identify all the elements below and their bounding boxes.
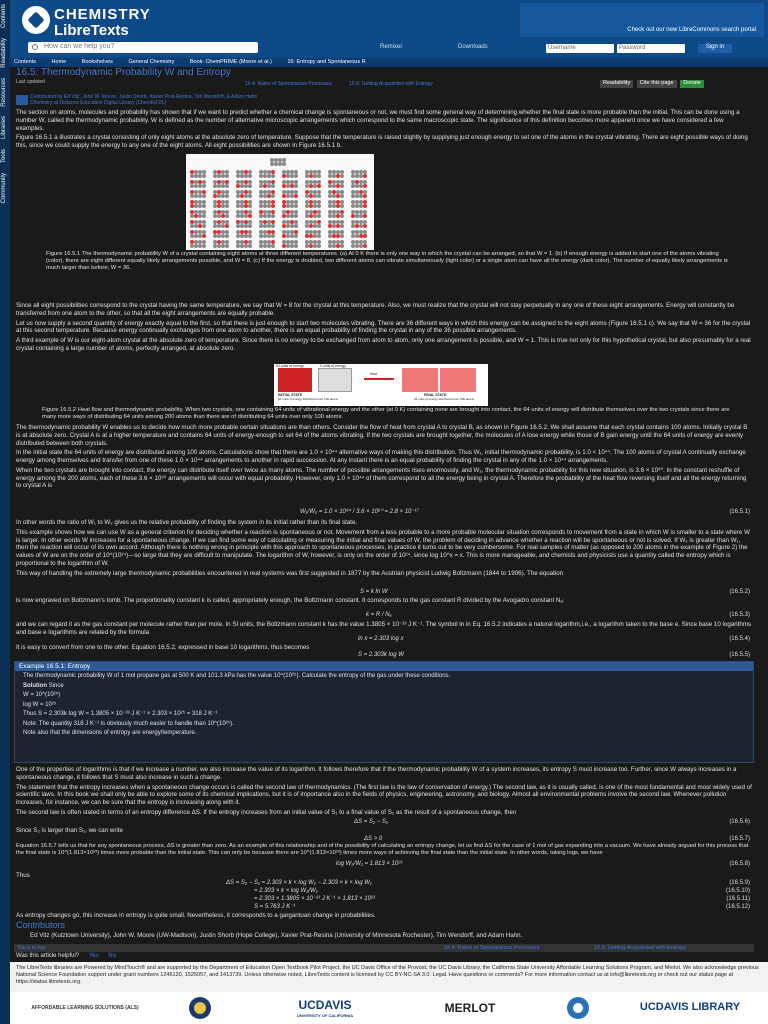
breadcrumb-chemprime[interactable]: Book: ChemPRIME (Moore et al.) <box>189 59 272 65</box>
atom-dot <box>317 194 321 198</box>
atom-dot <box>294 194 298 198</box>
equation-number-6: (16.5.6) <box>729 819 750 825</box>
atom-dot <box>202 224 206 228</box>
atom-dot <box>225 184 229 188</box>
equation-16-5-6: ΔS = S₂ − S₁ <box>354 819 388 825</box>
paragraph-16: The statement that the entropy increases when a spontaneous change occurs is called the second law of thermodynamics. (The first law is the law of conservation of energy.) The second law, as it is usually called, is one of the most fundamental and most widely used of scientific laws. In this book we shall only be able to explore some of its chemical implications, but it is of importance also in the fields of physics, engineering, astronomy, and biology. Almost all environmental problems involve the second law. Whenever pollution increases, for instance, we can be sure that the entropy is increasing along with it. <box>16 783 752 806</box>
crystal-b-cold <box>318 368 352 392</box>
sidebar-community[interactable]: Community <box>1 173 7 204</box>
contributors-list[interactable]: Ed Vitz (Kutztown University), John W. Moore (UW-Madison), Justin Shorb (Hope College), Xavier Prat-Resina (University of Minnesota Rochester), Tim Wendorff, and Adam Hahn. <box>30 932 523 939</box>
readability-button[interactable]: Readability <box>600 80 633 88</box>
equation-number-2: (16.5.2) <box>729 589 750 595</box>
site-header <box>10 0 768 58</box>
paragraph-20: Thus <box>16 872 30 879</box>
atom-dot <box>271 214 275 218</box>
crystal-a-label: 64 units of energy <box>276 364 304 368</box>
password-field[interactable]: Password <box>617 44 685 53</box>
paragraph-17: The second law is often stated in terms of an entropy difference ΔS. If the entropy increases from an initial value of S₁ to a final value of S₂ as the result of a spontaneous change, then <box>16 808 517 816</box>
atom-dot <box>363 174 367 178</box>
atom-dot <box>340 224 344 228</box>
equation-16-5-7: ΔS > 0 <box>364 836 383 842</box>
heat-paragraphs <box>16 424 752 492</box>
page-tools <box>598 80 704 89</box>
cite-page-button[interactable]: Cite this page <box>637 80 677 88</box>
equation-number-12: (16.5.12) <box>725 904 750 910</box>
paragraph-8: When the two crystals are brought into contact, the energy can distribute itself over twice as many atoms. The number of possible arrangements rises enormously, and W₂, the thermodynamic probability for this new situation, is 3.6 × 10⁶⁰. In the constant reshuffle of energy among the 200 atoms, each of these 3.6 × 10⁶⁰ arrangements will occur with equal probability. However, only 1.0 × 10⁴⁴ of them correspond to all the energy being in crystal A. Therefore the probability of the heat flow reversing itself and all the energy returning to crystal A is <box>16 466 747 490</box>
atom-dot <box>248 214 252 218</box>
side-toolbar <box>0 0 10 1024</box>
atom-dot <box>363 184 367 188</box>
atom-dot <box>225 244 229 248</box>
atom-dot <box>248 244 252 248</box>
sidebar-resources[interactable]: Resources <box>1 77 7 107</box>
atom-dot <box>317 244 321 248</box>
brand-libretexts[interactable]: LibreTexts <box>54 22 129 39</box>
author-names[interactable]: Contributed by Ed Vitz, John W. Moore, Justin Shorb, Xavier Prat-Resina, Tim Wendorff, & Adam Hahn <box>30 94 258 100</box>
paragraph-12: is now engraved on Boltzmann's tomb. The proportionality constant k is called, appropriately enough, the Boltzmann constant. It corresponds to the gas constant R divided by the Avogadro constant Nₐ: <box>16 597 565 604</box>
atom-dot <box>225 194 229 198</box>
equation-number-9: (16.5.9) <box>729 880 750 886</box>
atom-dot <box>271 204 275 208</box>
heat-label: heat <box>370 372 377 376</box>
downloads-button[interactable]: Downloads <box>458 44 488 50</box>
atom-dot <box>317 234 321 238</box>
helpful-prompt <box>16 953 116 961</box>
second-law-paragraphs <box>16 766 752 819</box>
atom-dot <box>202 244 206 248</box>
atom-dot <box>248 194 252 198</box>
atom-dot <box>225 234 229 238</box>
solution-label: Solution <box>23 682 47 689</box>
paragraph-2: Figure 16.5.1 a illustrates a crystal consisting of only eight atoms at the absolute zero of temperature. Suppose that the temperature is raised slightly by supplying just enough energy to set one of the atoms in the crystal vibrating. There are eight possible ways of doing this, since we could supply the energy to any one of the eight atoms. All eight possibilities are shown in Figure 16.5.1 b. <box>16 134 748 149</box>
breadcrumb <box>10 58 768 67</box>
paragraph-14: It is easy to convert from one to the other. Equation 16.5.2, expressed in base 10 logarithms, thus becomes <box>16 644 310 651</box>
atom-dot <box>248 204 252 208</box>
criterion-paragraphs <box>16 519 752 579</box>
libretexts-logo-icon[interactable] <box>22 6 50 34</box>
figure-16-5-1 <box>186 154 374 250</box>
search-icon <box>32 44 38 50</box>
equation-16-5-2: S = k ln W <box>360 589 388 595</box>
atom-dot <box>340 194 344 198</box>
atom-dot <box>363 204 367 208</box>
atom-dot <box>317 174 321 178</box>
helpful-no-button[interactable]: No <box>108 953 116 959</box>
breadcrumb-contents[interactable]: Contents <box>14 59 37 65</box>
search-input[interactable] <box>28 42 258 53</box>
atom-dot <box>294 214 298 218</box>
example-line-1: W = 10^(10²⁵) <box>23 692 61 698</box>
atom-dot <box>225 174 229 178</box>
equation-16-5-12: S = 5.763 J K⁻¹ <box>254 904 296 910</box>
initial-state-label: INITIAL STATE <box>278 393 303 397</box>
atom-dot <box>202 214 206 218</box>
atom-dot <box>248 234 252 238</box>
education-seal-icon[interactable] <box>180 996 220 1020</box>
atom-dot <box>271 174 275 178</box>
merlot-logo[interactable]: MERLOT <box>444 1000 496 1015</box>
paragraph-13: and we can regard it as the gas constant per molecule rather than per mole. In SI units, the Boltzmann constant k has the value 1.3805 × 10⁻²³ J K⁻¹. The symbol ln in Eq. 16.5.2 indicates a natural logarithm,i.e., a logarithm taken to the base e. Since base 10 logarithms and base e logarithms are related by the formula <box>16 621 752 636</box>
example-header[interactable]: Example 16.5.1: Entropy <box>15 662 753 671</box>
atom-dot <box>340 184 344 188</box>
atom-dot <box>363 234 367 238</box>
helpful-question: Was this article helpful? <box>16 953 80 959</box>
atom-dot <box>363 194 367 198</box>
last-updated: Last updated <box>16 79 45 85</box>
initial-state-sub: 64 units of energy distributed over 100 atoms <box>278 397 339 401</box>
sidebar-tools[interactable]: Tools <box>1 149 7 164</box>
equation-16-5-8: log W₂/W₁ = 1.813 × 10²³ <box>336 861 403 867</box>
prev-page-link[interactable]: 16.4: Rates of Spontaneous Processes <box>245 81 332 87</box>
atom-dot <box>202 194 206 198</box>
equation-16-5-5: S = 2.303k log W <box>358 652 404 658</box>
atom-dot <box>271 234 275 238</box>
nsf-logo-icon[interactable] <box>560 996 596 1020</box>
als-logo[interactable]: AFFORDABLE LEARNING SOLUTIONS (ALS) <box>31 1004 139 1011</box>
paragraph-18: Since S₂ is larger than S₁, we can write <box>16 827 123 834</box>
contributors-heading: Contributors <box>16 920 66 930</box>
atom-dot <box>225 224 229 228</box>
paragraph-5: A third example of W is our eight-atom crystal at the absolute zero of temperature. Since there is no energy to be exchanged from atom to atom, only one arrangement is possible, and W = 1. This is true not only for this hypothetical crystal, but also presumably for a real crystal containing a large number of atoms, perfectly arranged, at absolute zero. <box>16 337 751 352</box>
atom-dot <box>363 214 367 218</box>
mid-paragraphs <box>16 302 752 355</box>
sidebar-contents[interactable]: Contents <box>1 4 7 29</box>
paragraph-7: In the initial state the 64 units of energy are distributed among 100 atoms. Calculations show that there are 1.0 × 10⁴⁴ alternative ways of making this distribution. Thus W₁, initial thermodynamic probability, is 1.0 × 10⁴⁴. The 100 atoms of crystal A continually exchange energy among themselves and transfer from one of these 1.0 × 10⁴⁴ arrangements to another in rapid succession. At any instant there is an equal probability of finding the crystal in any of the 1.0 × 10⁴⁴ arrangements. <box>16 449 746 464</box>
next-page-link[interactable]: 16.6: Getting Acquainted with Entropy <box>349 81 433 87</box>
breadcrumb-home[interactable]: Home <box>51 59 67 65</box>
intro-paragraphs <box>16 109 752 152</box>
example-solution <box>23 683 749 691</box>
atom-dot <box>317 204 321 208</box>
solution-since: Since <box>48 682 64 689</box>
equation-16-5-9: ΔS = S₂ − S₁ = 2.303 × k × log W₂ − 2.303 × k × log W₁ <box>226 880 372 886</box>
atom-dot <box>340 244 344 248</box>
atom-dot <box>317 184 321 188</box>
atom-dot <box>202 174 206 178</box>
equation-number-1: (16.5.1) <box>729 509 750 515</box>
equation-number-3: (16.5.3) <box>729 612 750 618</box>
pager-next-link[interactable]: 16.6: Getting Acquainted with Entropy <box>594 945 687 951</box>
atom-dot <box>294 204 298 208</box>
paragraph-6: The thermodynamic probability W enables us to decide how much more probable certain situations are than others. Consider the flow of heat from crystal A to crystal B, as shown in Figure 16.5.2. We shall assume that each crystal contains 100 atoms. Initially crystal B is at absolute zero. Crystal A is at a higher temperature and contains 64 units of energy-enough to set 64 of the atoms vibrating. If the two crystals are brought together, the molecules of A lose energy while those of B gain energy until the 64 units of energy are evenly distributed between both crystals. <box>16 424 748 447</box>
breadcrumb-bookshelves[interactable]: Bookshelves <box>81 59 113 65</box>
atom-dot <box>248 184 252 188</box>
atom-dot <box>225 204 229 208</box>
example-problem: The thermodynamic probability W of 1 mol propane gas at 500 K and 101.3 kPa has the value 10^(10²⁵). Calculate the entropy of the gas under these conditions. <box>23 673 451 679</box>
atom-dot <box>363 224 367 228</box>
atom-dot <box>317 224 321 228</box>
equation-16-5-3: k = R / Nₐ <box>366 612 392 618</box>
crystal-b-label: 0 units of energy <box>320 364 346 368</box>
equation-16-5-11: = 2.303 × 1.3805 × 10⁻²³ J K⁻¹ × 1.813 × 10²³ <box>254 896 375 902</box>
paragraph-21: As entropy changes go, this increase in entropy is quite small. Nevertheless, it corresponds to a gargantuan change in probabilities. <box>16 912 376 919</box>
atom-dot <box>294 224 298 228</box>
page-pager <box>14 944 754 952</box>
paragraph-9: In other words the ratio of W₁ to W₂ gives us the relative probability of finding the system in its initial rather than its final state. <box>16 519 358 526</box>
librecommons-banner[interactable] <box>520 3 764 37</box>
ucdavis-sub: UNIVERSITY OF CALIFORNIA <box>296 1013 354 1018</box>
final-state-label: FINAL STATE <box>424 393 447 397</box>
donate-button[interactable]: Donate <box>680 80 704 88</box>
final-state-sub: 64 units of energy distributed over 200 atoms <box>414 397 475 401</box>
figure-1-caption: Figure 16.5.1 The thermodynamic probability W of a crystal containing eight atoms at three different temperatures. (a) At 0 K there is only one way in which the crystal can be arranged, so that W = 1. (b) If enough energy is added to start one of the atoms vibrating (color), there are eight different equally likely arrangements possible, and W = 8. (c) If the energy is doubled, two different atoms can vibrate simultaneously (light color) or a single atom can have all the energy (dark color). The number of equally likely arrangements is much larger than before; W = 36. <box>46 251 728 272</box>
atom-dot <box>294 184 298 188</box>
example-note-1: Note: The quantity 318 J K⁻¹ is obviously much easier to handle than 10^(10²⁵). <box>23 720 234 727</box>
paragraph-1: The section on atoms, molecules and probability has shown that if we want to predict whether a chemical change is spontaneous or not, we must find some general way of determining whether the final state is more probable than the initial. This can be done using a number W, called the thermodynamic probability. W is defined as the number of alternative microscopic arrangements which correspond to the same macroscopic state. The significance of this definition becomes more apparent once we have considered a few examples. <box>16 109 740 132</box>
ucdavis-wordmark: UCDAVIS <box>298 998 352 1012</box>
banner-text: Check out our new LibreCommons search portal <box>627 26 756 33</box>
atom-dot <box>340 204 344 208</box>
atom-dot <box>202 204 206 208</box>
example-line-2: log W = 10²⁵ <box>23 701 57 708</box>
atom-dot <box>271 224 275 228</box>
equation-number-10: (16.5.10) <box>725 888 750 894</box>
author-line <box>30 94 530 107</box>
paragraph-4: Let us now supply a second quantity of energy exactly equal to the first, so that there is just enough to start two molecules vibrating. There are 36 different ways in which this energy can be assigned to the eight atoms (Figure 16.5.1 c). We say that W = 36 for the crystal at this second temperature. Because energy continually exchanges from one atom to another, there is an equal probability of finding the crystal in any of the 36 possible arrangements. <box>16 319 751 335</box>
atom-dot <box>271 244 275 248</box>
ucdavis-library-logo[interactable]: UCDAVIS LIBRARY <box>639 1001 741 1014</box>
footer-text: The LibreTexts libraries are Powered by MindTouch® and are supported by the Department of Education Open Textbook Pilot Project, the UC Davis Office of the Provost, the UC Davis Library, the California State University Affordable Learning Solutions Program, and Merlot. We also acknowledge previous National Science Foundation support under grant numbers 1246120, 1525057, and 1413739. Unless otherwise noted, LibreTexts content is licensed by CC BY-NC-SA 3.0. Legal. Have questions or comments? For more information contact us at info@libretexts.org or check out our status page at https://status.libretexts.org. <box>16 965 759 985</box>
page-nav-tabs <box>245 81 449 87</box>
paragraph-15: One of the properties of logarithms is that if we increase a number, we also increase the value of its logarithm. It follows therefore that if the thermodynamic probability W of a system increases, its entropy S must increase too. Further, since W always increases in a spontaneous change, it follows that S must also increase in such a change. <box>16 766 737 781</box>
atom-dot <box>340 234 344 238</box>
equation-number-7: (16.5.7) <box>729 836 750 842</box>
sign-in-button[interactable]: Sign in <box>698 44 732 53</box>
equation-16-5-10: = 2.303 × k × log W₂/W₁ <box>254 888 318 894</box>
author-org[interactable]: Chemistry at Distance Education Digital Library (ChemEd DL) <box>30 100 167 107</box>
paragraph-11: This way of handling the extremely large thermodynamic probabilities encountered in real systems was first suggested in 1877 by the Austrian physicist Ludwig Boltzmann (1844 to 1906). The equation <box>16 569 564 577</box>
pager-prev-link[interactable]: 16.4: Rates of Spontaneous Processes <box>444 945 540 951</box>
atom-dot <box>202 234 206 238</box>
crystal-a-final <box>402 368 438 392</box>
equation-16-5-1: W₁/W₂ = 1.0 × 10⁴⁴ / 3.6 × 10⁶⁰ = 2.8 × 10⁻¹⁷ <box>300 509 419 515</box>
ucdavis-logo[interactable] <box>270 996 380 1020</box>
atom-dot <box>248 224 252 228</box>
breadcrumb-chapter-16[interactable]: 16: Entropy and Spontaneous R <box>287 59 366 65</box>
atom-dot <box>225 214 229 218</box>
remixer-button[interactable]: Remixer <box>380 44 403 50</box>
atom-dot <box>282 162 286 166</box>
username-field[interactable]: Username <box>546 44 614 53</box>
breadcrumb-general-chemistry[interactable]: General Chemistry <box>128 59 175 65</box>
atom-dot <box>271 194 275 198</box>
example-box <box>14 661 754 763</box>
chemed-logo <box>16 95 28 105</box>
example-line-3: Thus S = 2.303k log W = 1.3805 × 10⁻²³ J K⁻¹ × 2.303 × 10²⁵ = 318 J K⁻¹ <box>23 711 218 717</box>
sidebar-libraries[interactable]: Libraries <box>1 116 7 140</box>
figure-16-5-2 <box>274 364 488 406</box>
crystal-b-final <box>440 368 476 392</box>
paragraph-10: This example shows how we can use W as a general criterion for deciding whether a reaction is spontaneous or not. Movement from a less probable to a more probable molecular situation corresponds to movement from a state in which W is smaller to a state where W is larger. In other words W increases for a spontaneous change. If we can find some way of calculating or measuring the initial and final values of W, the problem of deciding in advance whether a reaction will be spontaneous or not is solved. If W₂ is greater than W₁, then the reaction will occur of its own accord. Although there is nothing wrong in principle with this approach to spontaneous processes, in practice it turns out to be very cumbersome. For real samples of matter (as opposed to 200 atoms in the example of Figure 2) the values of W are on the order of 10^(10²⁴)—so large that they are difficult to manipulate. The logarithm of W, however, is only on the order of 10²⁴, since log 10^x = x. This is more manageable, and chemists and physicists use a quantity called the entropy which is proportional to the logarithm of W. <box>16 528 750 567</box>
atom-dot <box>294 174 298 178</box>
example-note-2: Note also that the dimensions of entropy are energy/temperature. <box>23 730 197 736</box>
atom-dot <box>202 184 206 188</box>
equation-number-4: (16.5.4) <box>729 636 750 642</box>
site-footer <box>10 962 768 992</box>
sidebar-readability[interactable]: Readability <box>1 38 7 68</box>
equation-number-8: (16.5.8) <box>729 861 750 867</box>
equation-number-11: (16.5.11) <box>726 896 750 902</box>
helpful-yes-button[interactable]: Yes <box>88 953 99 959</box>
atom-dot <box>363 244 367 248</box>
sponsor-logos <box>10 992 768 1024</box>
search-placeholder: How can we help you? <box>44 43 115 50</box>
equation-16-5-4: ln x = 2.303 log x <box>358 636 404 642</box>
equation-number-5: (16.5.5) <box>729 652 750 658</box>
back-to-top-link[interactable]: Back to top <box>18 945 46 951</box>
atom-dot <box>294 244 298 248</box>
atom-dot <box>248 174 252 178</box>
atom-dot <box>340 174 344 178</box>
atom-dot <box>294 234 298 238</box>
crystal-a-hot <box>278 368 312 392</box>
heat-arrow-icon <box>364 378 394 380</box>
atom-dot <box>271 184 275 188</box>
page-title: 16.5: Thermodynamic Probability W and Entropy <box>16 67 231 78</box>
figure-2-caption: Figure 16.5.2 Heat flow and thermodynamic probability. When two crystals, one containing 64 units of vibrational energy and the other (at 0 K) containing none are brought into contact, the 64 units of energy will distribute themselves over the two crystals since there are many more ways of distributing 64 units among 200 atoms than there are of distributing 64 units over only 100 atoms. <box>42 407 730 421</box>
atom-dot <box>340 214 344 218</box>
brand-chemistry[interactable]: CHEMISTRY <box>54 6 151 23</box>
paragraph-19: Equation 16.5.7 tells us that for any spontaneous process, ΔS is greater than zero. As an example of this relationship and of the possibility of calculating an entropy change, let us find ΔS for the case of 1 mol of gas expanding into a vacuum. We have already argued for this process that the final state is 10^(1.813×10²³) times more probable than the initial state. This can only be because there are 10^(1.813×10²³) times more ways of achieving the final state than the initial state. In other words, taking logs, we have <box>16 843 749 857</box>
atom-dot <box>317 214 321 218</box>
paragraph-3: Since all eight possibilities correspond to the crystal having the same temperature, we say that W = 8 for the crystal at this temperature. Also, we must realize that the crystal will not stay perpetually in any one of these eight arrangements. Energy will constantly be transferred from one atom to the other, so that all the eight arrangements are equally probable. <box>16 302 735 317</box>
